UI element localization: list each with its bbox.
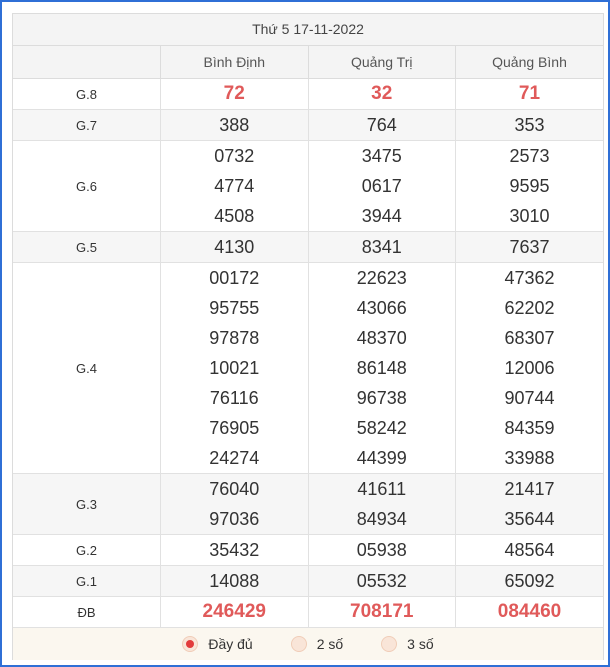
prize-label: G.6: [13, 141, 161, 232]
display-mode-options: [13, 627, 603, 660]
prize-cell: [161, 232, 309, 263]
winning-number: 84934: [356, 509, 407, 529]
winning-number: 3944: [361, 206, 402, 226]
results-table: [13, 46, 603, 627]
winning-number: 86148: [356, 358, 407, 378]
prize-cell: [456, 232, 604, 263]
winning-number: 24274: [209, 448, 260, 468]
prize-cell: [456, 597, 604, 628]
winning-number: 84359: [504, 418, 555, 438]
prize-body: [13, 79, 603, 628]
winning-number: 708171: [350, 601, 414, 622]
winning-number: 35432: [209, 540, 260, 560]
radio-button-icon[interactable]: [182, 636, 198, 652]
prize-cell: [456, 566, 604, 597]
winning-number: 96738: [356, 388, 407, 408]
winning-number: 4508: [214, 206, 255, 226]
prize-column-header: [13, 46, 161, 79]
prize-label: ĐB: [13, 597, 161, 628]
winning-number: 764: [366, 115, 397, 135]
display-option[interactable]: [291, 636, 343, 652]
province-header: Quảng Trị: [308, 46, 456, 79]
display-option[interactable]: [182, 636, 252, 652]
winning-number: 97036: [209, 509, 260, 529]
prize-row: [13, 141, 603, 232]
prize-row: [13, 566, 603, 597]
winning-number: 76116: [209, 388, 259, 408]
display-option-label: 3 số: [407, 636, 434, 652]
winning-number: 05938: [356, 540, 407, 560]
winning-number: 4130: [214, 237, 255, 257]
prize-label: G.2: [13, 535, 161, 566]
winning-number: 32: [371, 83, 393, 104]
winning-number: 4774: [214, 176, 255, 196]
prize-cell: [308, 474, 456, 535]
winning-number: 43066: [356, 298, 407, 318]
winning-number: 21417: [504, 479, 555, 499]
winning-number: 68307: [504, 328, 555, 348]
province-header: Quảng Bình: [456, 46, 604, 79]
winning-number: 3010: [509, 206, 550, 226]
prize-cell: [161, 597, 309, 628]
draw-date-title: Thứ 5 17-11-2022: [13, 14, 603, 46]
prize-cell: [308, 566, 456, 597]
prize-cell: [161, 263, 309, 474]
winning-number: 22623: [356, 268, 407, 288]
prize-cell: [456, 110, 604, 141]
display-option-label: 2 số: [316, 636, 344, 652]
prize-row: [13, 535, 603, 566]
display-option-label: Đầy đủ: [208, 636, 253, 652]
prize-cell: [456, 535, 604, 566]
winning-number: 48370: [356, 328, 407, 348]
prize-cell: [308, 232, 456, 263]
prize-cell: [456, 141, 604, 232]
prize-label: G.4: [13, 263, 161, 474]
prize-cell: [161, 535, 309, 566]
winning-number: 0617: [361, 176, 402, 196]
winning-number: 97878: [209, 328, 260, 348]
winning-number: 90744: [504, 388, 555, 408]
prize-row: [13, 263, 603, 474]
winning-number: 47362: [504, 268, 555, 288]
results-panel: [12, 13, 604, 660]
winning-number: 95755: [209, 298, 260, 318]
winning-number: 62202: [504, 298, 555, 318]
winning-number: 35644: [504, 509, 555, 529]
prize-cell: [161, 141, 309, 232]
prize-cell: [161, 79, 309, 110]
prize-cell: [308, 141, 456, 232]
winning-number: 05532: [356, 571, 407, 591]
winning-number: 65092: [504, 571, 555, 591]
winning-number: 48564: [504, 540, 555, 560]
winning-number: 00172: [209, 268, 260, 288]
prize-cell: [161, 566, 309, 597]
winning-number: 76905: [209, 418, 260, 438]
winning-number: 9595: [509, 176, 550, 196]
prize-cell: [456, 474, 604, 535]
winning-number: 246429: [202, 601, 266, 622]
radio-button-icon[interactable]: [381, 636, 397, 652]
prize-row: [13, 474, 603, 535]
prize-cell: [161, 474, 309, 535]
prize-cell: [308, 79, 456, 110]
winning-number: 76040: [209, 479, 260, 499]
winning-number: 7637: [509, 237, 550, 257]
prize-row: [13, 110, 603, 141]
prize-label: G.5: [13, 232, 161, 263]
display-option[interactable]: [381, 636, 433, 652]
prize-cell: [456, 79, 604, 110]
prize-cell: [456, 263, 604, 474]
winning-number: 41611: [357, 479, 407, 499]
winning-number: 388: [219, 115, 250, 135]
prize-label: G.8: [13, 79, 161, 110]
winning-number: 71: [518, 83, 541, 104]
winning-number: 3475: [361, 146, 402, 166]
winning-number: 084460: [497, 601, 562, 622]
prize-label: G.1: [13, 566, 161, 597]
prize-label: G.3: [13, 474, 161, 535]
winning-number: 353: [514, 115, 545, 135]
prize-cell: [161, 110, 309, 141]
winning-number: 8341: [361, 237, 402, 257]
winning-number: 58242: [356, 418, 407, 438]
winning-number: 72: [223, 83, 245, 104]
prize-cell: [308, 535, 456, 566]
prize-row: [13, 232, 603, 263]
province-header: Bình Định: [161, 46, 309, 79]
winning-number: 33988: [504, 448, 555, 468]
prize-label: G.7: [13, 110, 161, 141]
winning-number: 2573: [509, 146, 550, 166]
prize-row: [13, 79, 603, 110]
header-row: [13, 46, 603, 79]
winning-number: 44399: [356, 448, 407, 468]
winning-number: 0732: [214, 146, 255, 166]
prize-cell: [308, 263, 456, 474]
winning-number: 10021: [209, 358, 260, 378]
radio-button-icon[interactable]: [291, 636, 307, 652]
prize-row: [13, 597, 603, 628]
prize-cell: [308, 110, 456, 141]
winning-number: 12006: [504, 358, 555, 378]
prize-cell: [308, 597, 456, 628]
winning-number: 14088: [209, 571, 260, 591]
